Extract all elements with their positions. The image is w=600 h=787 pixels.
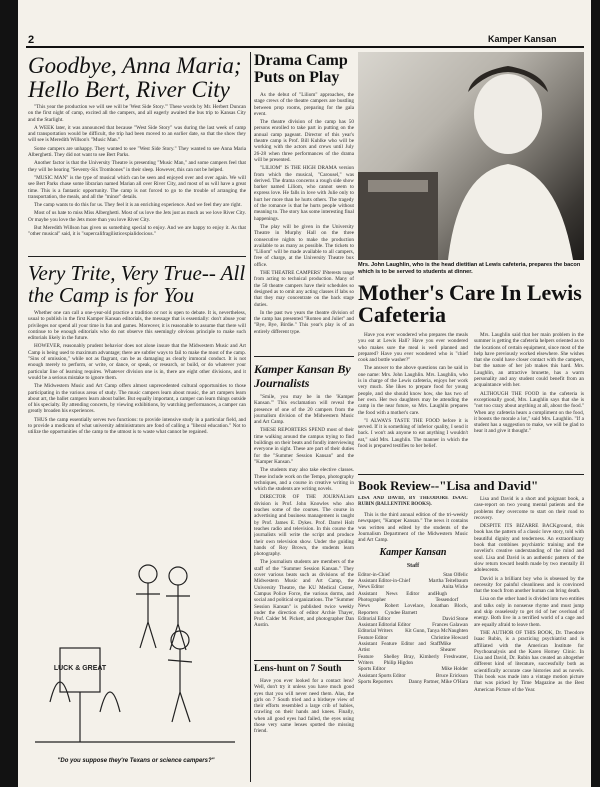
article7-paragraph: Lisa and David is a short and poignant book, a case-report on two young mental patients and the problems they overcome to start on their road to recovery.	[474, 496, 584, 521]
staff-role: Assistant News Editor and Photographer	[358, 590, 436, 603]
article7-headline: Book Review--"Lisa and David"	[358, 478, 539, 493]
article2-paragraph: THUS the camp essentially serves two functions: to provide intensive study in a particular field, and to provide a modicum of what university administrators are fond of calling a "liberal education." Not to utilize the opportunities of the camp to the utmost is to waste what cannot be regained.	[28, 416, 246, 436]
article1-headline: Goodbye, Anna Maria; Hello Bert, River City	[28, 53, 242, 102]
cartoon-illustration	[30, 552, 242, 752]
staff-role: Assistant Feature Editor and Staff Artist	[358, 641, 441, 654]
staff-name: David Stone	[442, 615, 468, 622]
article2-body	[28, 310, 246, 542]
staff-name: Mike Shearer	[440, 641, 457, 654]
article3-paragraph: As the debut of "Liliom" approaches, the stage crews of the theatre campers are bustling between prop rooms, preparing for the gala event.	[254, 92, 354, 117]
article2-paragraph: The Midwestern Music and Art Camp offers almost unprecedented cultural opportunities to those participating in the various areas of study. The music campers learn about music, the art campers learn about art, the ballet campers learn about ballet. But equally important, a camper can learn things outside of his specialty. By attending concerts, by viewing exhibitions, by watching performances, a camper can greatly broaden his experiences.	[28, 383, 246, 415]
article1-paragraph: The camp wants to do this for us. They feel it is an enriching experience. And we feel they are right.	[34, 202, 242, 209]
article3-headline: Drama Camp Puts on Play	[254, 52, 348, 86]
dietitian-photo	[358, 52, 584, 260]
masthead-intro: This is the third annual edition of the tri-weekly newspaper, "Kamper Kansan." The news it contains was written and edited by the students of the Journalism Department of the Midwestern Music and Art Camp.	[358, 512, 468, 544]
article5-headline: Lens-hunt on 7 South	[254, 664, 342, 674]
staff-name: Robert Lovelace, Jonathan Block, Cyndee Barnett	[384, 603, 468, 616]
page-number: 2	[28, 34, 35, 46]
staff-role: Assistant Sports Editor	[358, 672, 406, 679]
photo-illustration	[358, 52, 584, 260]
cartoon-figure-head	[169, 567, 187, 585]
article4-paragraph: THESE REPORTERS SPEND most of their time walking around the campus trying to find buildings on their beats and fondly interviewing everyone in sight. These are part of their duties for the "Summer Session Kansan" and the "Kamper Kansan."	[254, 427, 354, 465]
article6-paragraph: ALTHOUGH THE FOOD in the cafeteria is exceptionally good, Mrs. Laughlin says that she is "not too crazy about anything at all, about the food." When any cafeteria hears a compliment on the food, it boosts the morale a lot," said Mrs. Laughlin. "If a student has a suggestion to make, we will be glad to hear it and give it thought."	[474, 390, 584, 435]
article6-body-col2	[474, 332, 584, 470]
staff-name: Anita Wicke	[441, 584, 468, 591]
article7-paragraph: David is a brilliant boy who is obsessed by the necessity for painful cleanliness and is convinced that the touch from another human can bring death.	[474, 575, 584, 595]
staff-role: News Editor	[358, 584, 385, 591]
newspaper-page	[18, 0, 591, 787]
article4-headline: Kamper Kansan By Journalists	[254, 362, 351, 390]
divider	[358, 474, 584, 475]
staff-role: News Reporters	[358, 603, 379, 616]
staff-role: Assistant Editor-in-Chief	[358, 578, 411, 585]
cartoon-caption: "Do you suppose they're Texans or science campers?"	[57, 758, 215, 764]
article3-paragraph: The theatre division of the camp has 50 persons enrolled to take part in putting on the annual camp pageant. Director of this year's theatre camp is Prof. Bill Kuhlke who will be working with the actors and crews until July 26-28 when three performances of the drama will be presented.	[254, 119, 354, 163]
article7-byline: LISA AND DAVID, BY THEODORE ISAAC RUBIN (BALLENTINE BOOKS).	[358, 496, 468, 508]
staff-name: Danny Partner, Mike O'Hara	[408, 678, 468, 685]
article6-paragraph: "I ALWAYS TASTE THE FOOD before it is served. If it is something of inferior quality, I send it back. I won't ask anyone to eat anything I wouldn't eat," said Mrs. Laughlin. The manner in which the food is prepared testifies to her belief.	[358, 417, 468, 450]
article6-paragraph: Mrs. Laughlin said that her main problem in the summer is getting the cafeteria helpers oriented as to the locations of certain equipment, since most of the help have previously worked elsewhere. She wishes that she could have closer contact with the campers, but the nature of her job makes this hard. Mrs. Laughlin, an attractive brunette, has a warm personality and any student could benefit from an acquaintance with her.	[474, 332, 584, 389]
divider	[254, 660, 354, 661]
staff-role: Feature Writers	[358, 653, 374, 666]
article1-paragraph: Most of us hate to miss Miss Alberghetti. Most of us love the Jets just as much as we love River City. Or maybe you love the Jets more than you love River City.	[28, 210, 246, 223]
running-head: Kamper Kansan	[488, 34, 557, 44]
staff-name: Kit Gunn, Tanya McNaughten	[405, 628, 468, 635]
article3-paragraph: THE THEATRE CAMPERS' INterests range from acting to technical production. Many of the 50 theatre campers have their schedules so designed as to omit any acting classes if labs so that they may concentrate on the back stage duties.	[254, 270, 354, 308]
page-edge-right	[591, 0, 600, 787]
article1-paragraph: Another factor is that the University Theatre is presenting "Music Man," and some campers feel that they will be hearing "Seventy-Six Trombones" in their sleep. However, this can not be helped.	[28, 160, 246, 173]
staff-row	[358, 679, 468, 685]
article7-body	[474, 496, 584, 782]
staff-name: Frances Galawan	[432, 622, 468, 629]
photo-pan	[368, 180, 428, 192]
article3-paragraph: The play will be given in the University Theatre in Murphy Hall on the three consecutive nights to make the production available to as many as possible. The tickets to "Liliom" will be made available to all campers, free of charge, at the University Theatre box office.	[254, 223, 354, 268]
staff-name: Mike Holder	[441, 666, 468, 673]
article4-paragraph: The students may also take elective classes. These include work on the Tempo, photography techniques, and a course in creative writing in which the students are writing novels.	[254, 467, 354, 493]
column-rule	[250, 52, 251, 782]
staff-name: Stan Olfelic	[443, 571, 468, 578]
article5-paragraph: Have you ever looked for a contact lens? Well, don't try it unless you have much good eyes that you will never need them. Alas, the girls on 7 South tried and a birdseye view of their efforts resembled a large crib of babies, crawling on their hands and knees. Finally, when all good eyes had failed, the eyes using those very same lenses spotted the missing friend.	[254, 678, 354, 735]
article6-body-col1	[358, 332, 468, 470]
staff-list	[358, 572, 468, 685]
article1-paragraph: "This year the production we will see will be 'West Side Story.'" These words by Mr. Herbert Duncan on the first night of camp, excited all the campers, and all eagerly awaited the bus trip to Kansas City and the Starlight.	[28, 104, 246, 123]
staff-role: Sports Reporters	[358, 678, 393, 685]
article7-paragraph: Lisa on the other hand is divided into two entities and talks only in nonsense rhyme and must jump and skip ceaselessly to get rid of her overload of energy. Both live in a terrified world of a cage and are equally afraid to leave them.	[474, 596, 584, 628]
photo-face	[474, 74, 542, 154]
staff-role: Editorial Writers	[358, 628, 393, 635]
staff-heading: Staff	[406, 563, 420, 570]
article7-paragraph: DESPITE ITS BIZARRE BACKground, this book has the pattern of a classic love story, told with beautiful dignity and tenderness. An extraordinary book that combines psychiatric training and the novelist's creative understanding of the mind and soul. Lisa and David is an authentic pattern of the slow return toward health made by two mentally ill adolescents.	[474, 523, 584, 574]
staff-role: Sports Editor	[358, 666, 386, 673]
staff-name: Martha Teitelbaum	[428, 578, 468, 585]
article4-paragraph: The journalism students are members of the staff of the "Summer Session Kansan." They cover various beats such as divisions of the Midwestern Music and Art Camp, the University Theatre, the KU Medical Center, Campus Police Force, the various dorms, and social and political organizations. The "Summer Session Kansan" is published twice weekly under the direction of editor Archie Thayer, Prof. Calder M. Pickett, and photographer Dan Austin.	[254, 559, 354, 629]
header-rule	[26, 46, 584, 48]
staff-name: Hugh Tessendorf	[435, 590, 459, 603]
photo-caption: Mrs. John Laughlin, who is the head dietitian at Lewis cafeteria, prepares the bacon which is to be served to students at dinner.	[358, 262, 581, 275]
article1-paragraph: "MUSIC MAN" is the type of musical which can be seen and enjoyed over and over again. We will see Bert Parks chase some librarian named Marian all over River City, and most of us will have a great time. This is a fantastic opportunity. The camp is not forced to go to the trouble of arranging the transportation, the meals, and all the "minor" details.	[28, 174, 246, 200]
article7-paragraph: THE AUTHOR OF THIS BOOK, Dr. Theodore Isaac Rubin, is a practicing psychiatrist and is affiliated with the American Institute for Psychoanalysis and the Karen Horney Clinic. In Lisa and David, Dr. Rubin has created an altogether different kind of literature, successfully both as scientifically accurate case histories and as novels. This book was made into a vintage motion picture that was picked by Time Magazine as the Best American Picture of the Year.	[474, 629, 584, 693]
masthead-title: Kamper Kansan	[379, 547, 447, 559]
article4-paragraph: DIRECTOR OF THE JOURNALism division is Prof. John Knowles who also teaches some of the courses. The course in advertising and business management is taught by Prof. James E. Dykes. Prof. Darrel Holt teaches radio and television. In this course the journalists will write the script and produce their own television show. Under the guiding hands of Roy Brown, the students learn photography.	[254, 494, 354, 558]
article3-body	[254, 92, 354, 352]
staff-row	[358, 641, 468, 654]
article3-paragraph: "LILIOM" IS THE HIGH DRAMA version from which the musical, "Carousel," was derived. The drama concerns a rough side show barker named Liliom, who cannot seem to express love. He falls in love with Julie only to hurt her more than he hurts others. The tragedy of the romance is that he hurts people without meaning to. The story has some interesting final happenings.	[254, 165, 354, 222]
masthead-box	[358, 512, 468, 782]
staff-role: Assistant Editorial Editor	[358, 622, 411, 629]
cartoon-figure-body	[166, 585, 190, 650]
divider	[28, 256, 246, 257]
article2-paragraph: Whether one can call a one-year-old practice a tradition or not is open to debate. It is, nevertheless, usual to publish in the first Kamper Kansan editorials, the message that is essentially: don't abuse your privileges nor spend all your time in fun and games. Moreover, it is reasonable to assume that there will continue to be enough editorials who do not observe this seemingly obvious principle to make such editorials likely in the future.	[28, 310, 246, 342]
staff-row	[358, 654, 468, 667]
cartoon-figure-body	[136, 583, 160, 648]
article5-body	[254, 678, 354, 782]
staff-name: Bruce Erickson	[435, 672, 468, 679]
cartoon-figure-body	[168, 649, 192, 722]
article1-paragraph: A WEEK later, it was announced that because "West Side Story" was during the last week of camp and transportation would be difficult, the trip had been moved to an earlier date, so that the show they will see is Meredith Willson's "Music Man."	[28, 124, 246, 144]
article6-headline: Mother's Care In Lewis Cafeteria	[358, 280, 582, 327]
article1-paragraph: Some campers are unhappy. They wanted to see "West Side Story." They wanted to see Anna Maria Alberghetti. They did not want to see Bert Parks.	[28, 145, 246, 159]
article6-paragraph: The answer to the above questions can be said in one name: Mrs. John Laughlin. Mrs. Laughlin, who is in charge of the Lewis cafeteria, enjoys her work very much. She likes to prepare food for young people, and she should know how, she has two of her own. Her two daughters may be attending the camp in the near future, so Mrs. Laughlin prepares the food with a mother's care.	[358, 365, 468, 416]
article3-paragraph: In the past two years the theatre division of the camp has presented "Romeo and Juliet" and "Bye, Bye, Birdie." This year's play is of an entirely different type.	[254, 309, 354, 335]
staff-name: Shelley Bray, Kimberly Freshwater, Philip Higdon	[383, 653, 468, 666]
staff-role: Editorial Editor	[358, 615, 391, 622]
article2-paragraph: HOWEVER, reasonably prudent behavior does not alone insure that the Midwestern Music and Art Camp is being used to maximum advantage; there are subtler ways to fail to make the most of the camp. "Sins of omission," while not as flagrant, can be as damaging as clearly immoral conduct. It is not enough merely to perform, or write, or dance, or speak, or research, or build, or do whatever your particular line of learning requires. Whatever division one is in, there are eight other divisions, and it would be a serious mistake to ignore them.	[28, 343, 246, 381]
staff-name: Christine Howard	[430, 634, 468, 641]
divider	[254, 356, 354, 357]
article1-body	[28, 104, 246, 252]
staff-row	[358, 591, 468, 604]
page-edge-left	[0, 0, 18, 787]
staff-row	[358, 603, 468, 616]
staff-role: Editor-in-Chief	[358, 571, 390, 578]
cartoon-sign-text: LUCK & GREAT	[53, 665, 107, 672]
article4-body	[254, 394, 354, 656]
article2-headline: Very Trite, Very True-- All the Camp is for You	[28, 261, 246, 307]
cartoon-figure-head	[139, 565, 157, 583]
article6-paragraph: Have you ever wondered who prepares the meals you eat at Lewis Hall? Have you ever wondered who makes sure the meal is well planned and prepared? Have you ever wondered who is "chief cook and bottle washer?"	[358, 332, 468, 364]
photo-uniform	[448, 164, 573, 260]
staff-role: Feature Editor	[358, 634, 388, 641]
article1-paragraph: But Meredith Willson has given us something special to enjoy. And we are happy to enjoy it. As that "other musical" said, it is "supercalifragilisticexpialidocious."	[28, 225, 246, 238]
article4-paragraph: "Smile, you may be in the 'Kamper Kansan.'" This exclamation will reveal the presence of one of the 20 campers from the journalism division of the Midwestern Music and Art Camp.	[254, 394, 354, 426]
